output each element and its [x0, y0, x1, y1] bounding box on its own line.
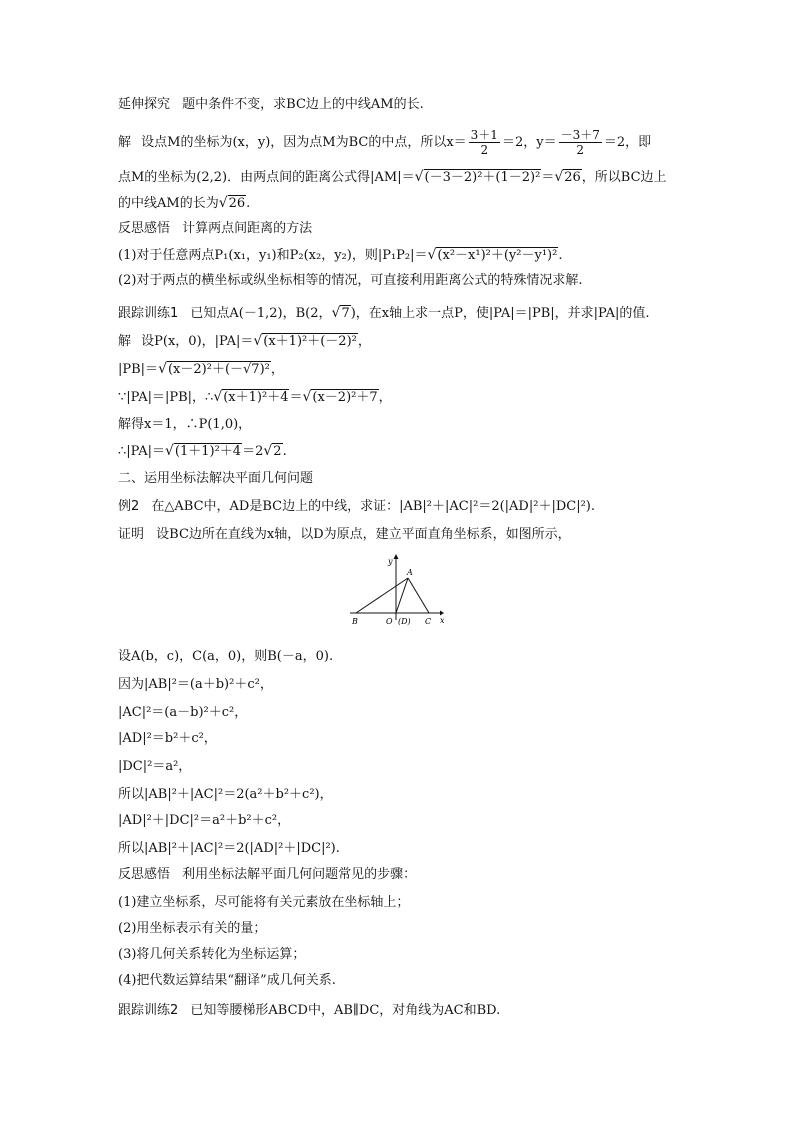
reflection2-label: 反思感悟 — [118, 867, 171, 882]
practice1-text-b: )，在x轴上求一点P，使|PA|＝|PB|，并求|PA|的值. — [350, 306, 650, 321]
y-axis-arrow-icon — [394, 554, 399, 559]
sqrt-pa-value-radicand: (1＋1)²＋4 — [174, 444, 242, 459]
derivation-line4: |AD|²＝b²＋c²， — [118, 731, 217, 746]
reflection2-step2: (2)用坐标表示有关的量； — [118, 921, 267, 936]
sqrt-26-a: √26 — [554, 169, 581, 185]
sqrt-am: √(－3－2)²＋(1－2)² — [414, 169, 541, 185]
point-b-label: B — [352, 617, 358, 626]
sqrt-7-radicand: 7 — [341, 306, 350, 321]
sqrt-pb-radicand: (x－2)²＋(－√7)² — [167, 362, 270, 377]
solution2-text-f: ＝ — [289, 390, 303, 405]
example2-line — [118, 498, 678, 516]
sqrt-pa-radicand: (x＋1)²＋(－2)² — [263, 334, 357, 349]
solution2-text-c: |PB|＝ — [118, 362, 159, 377]
derivation-line2: 因为|AB|²＝(a＋b)²＋c²， — [118, 677, 273, 692]
solution1-line2 — [118, 168, 678, 187]
point-d-label: (D) — [398, 617, 411, 626]
solution1-line1 — [118, 128, 678, 158]
practice1-label: 跟踪训练1 — [118, 306, 179, 321]
sqrt-7: √7 — [331, 305, 350, 321]
solution2-label: 解 — [118, 334, 132, 349]
example2-label: 例2 — [118, 499, 140, 514]
practice1-text-a: 已知点A(－1,2)，B(2， — [190, 306, 332, 321]
solution2-text-d: ， — [270, 362, 284, 377]
reflection2-step3: (3)将几何关系转化为坐标运算； — [118, 947, 306, 962]
sqrt-2: √2 — [263, 443, 282, 459]
sqrt-eq-right: √(x－2)²＋7 — [302, 389, 378, 405]
solution1-text-d: 点M的坐标为(2,2)．由两点间的距离公式得|AM|＝ — [118, 170, 415, 185]
fraction-y-denominator: 2 — [576, 143, 585, 157]
sqrt-distance: √(x²－x¹)²＋(y²－y¹)² — [427, 247, 558, 263]
sqrt-am-radicand: (－3－2)²＋(1－2)² — [424, 170, 541, 185]
solution2-line3 — [118, 388, 678, 407]
proof-label: 证明 — [118, 527, 145, 542]
fraction-x-numerator: 3＋1 — [470, 128, 498, 142]
reflection1-title: 计算两点间距离的方法 — [182, 221, 313, 236]
sqrt-eq-left-radicand: (x＋1)²＋4 — [223, 390, 289, 405]
solution2-text-g: ， — [378, 390, 392, 405]
point-a-label: A — [407, 568, 413, 577]
solution1-text-e: ＝ — [541, 170, 555, 185]
reflection1-item1 — [118, 246, 678, 265]
sqrt-pa: √(x＋1)²＋(－2)² — [253, 333, 357, 349]
solution2-line4: 解得x＝1，∴P(1,0)， — [118, 417, 252, 432]
solution1-text-h: . — [246, 196, 251, 211]
example2-text: 在△ABC中，AD是BC边上的中线，求证：|AB|²＋|AC|²＝2(|AD|²＋|DC|²). — [151, 499, 595, 514]
sqrt-pb: √(x－2)²＋(－√7)² — [158, 361, 270, 377]
origin-label: O — [386, 617, 393, 626]
derivation-line7: |AD|²＋|DC|²＝a²＋b²＋c²， — [118, 813, 291, 828]
solution1-text-a: 设点M的坐标为(x，y)，因为点M为BC的中点，所以x＝ — [141, 135, 467, 150]
practice2-label: 跟踪训练2 — [118, 1003, 179, 1018]
extension-line — [118, 96, 678, 114]
sqrt-2-radicand: 2 — [273, 444, 282, 459]
extension-label: 延伸探究 — [118, 97, 171, 112]
reflection1-label: 反思感悟 — [118, 221, 171, 236]
solution2-text-j: . — [282, 444, 287, 459]
solution1-text-b: ＝2，y＝ — [501, 135, 557, 150]
sqrt-26-b-radicand: 26 — [228, 196, 246, 211]
derivation-line8: 所以|AB|²＋|AC|²＝2(|AD|²＋|DC|²). — [118, 841, 340, 856]
sqrt-eq-right-radicand: (x－2)²＋7 — [312, 390, 378, 405]
derivation-line5: |DC|²＝a²， — [118, 759, 192, 774]
sqrt-pa-value: √(1＋1)²＋4 — [164, 443, 242, 459]
solution2-text-h: ∴|PA|＝ — [118, 444, 165, 459]
fraction-y — [559, 128, 602, 157]
sqrt-26-b: √26 — [218, 195, 246, 211]
reflection2-step1: (1)建立坐标系，尽可能将有关元素放在坐标轴上； — [118, 895, 410, 910]
solution2-line5 — [118, 442, 678, 461]
solution2-line2 — [118, 360, 678, 379]
solution2-text-a: 设P(x，0)，|PA|＝ — [141, 334, 254, 349]
sqrt-26-a-radicand: 26 — [564, 170, 581, 185]
derivation-line1: 设A(b，c)，C(a，0)，则B(－a，0). — [118, 649, 334, 664]
sqrt-distance-radicand: (x²－x¹)²＋(y²－y¹)² — [437, 248, 558, 263]
proof-line — [118, 526, 678, 544]
proof-text: 设BC边所在直线为x轴，以D为原点，建立平面直角坐标系，如图所示， — [156, 527, 571, 542]
median-ad — [396, 578, 408, 613]
fraction-x-denominator: 2 — [480, 143, 489, 157]
reflection2-title: 利用坐标法解平面几何问题常见的步骤： — [182, 867, 417, 882]
extension-text: 题中条件不变，求BC边上的中线AM的长. — [182, 97, 424, 112]
derivation-line6: 所以|AB|²＋|AC|²＝2(a²＋b²＋c²)， — [118, 787, 333, 802]
solution1-label: 解 — [118, 135, 132, 150]
practice2-line — [118, 1002, 678, 1020]
solution2-text-i: ＝2 — [242, 444, 264, 459]
x-axis-label: x — [440, 616, 445, 625]
solution2-text-b: ， — [357, 334, 371, 349]
side-ab — [356, 578, 408, 613]
solution1-text-g: 的中线AM的长为 — [118, 196, 219, 211]
practice2-text: 已知等腰梯形ABCD中，AB∥DC，对角线为AC和BD. — [190, 1003, 501, 1018]
solution2-text-e: ∵|PA|＝|PB|，∴ — [118, 390, 214, 405]
reflection2-step4: (4)把代数运算结果“翻译”成几何关系. — [118, 973, 336, 988]
y-axis-label: y — [388, 557, 393, 566]
solution1-text-c: ＝2，即 — [603, 135, 652, 150]
reflection1-item2: (2)对于两点的横坐标或纵坐标相等的情况，可直接利用距离公式的特殊情况求解. — [118, 273, 583, 288]
section2-heading: 二、运用坐标法解决平面几何问题 — [118, 471, 314, 486]
side-ac — [408, 578, 429, 613]
solution1-text-f: ，所以BC边上 — [581, 170, 667, 185]
practice1-line — [118, 304, 678, 323]
sqrt-eq-left: √(x＋1)²＋4 — [213, 389, 289, 405]
reflection1-item1-suffix: . — [558, 248, 563, 263]
reflection2-line — [118, 866, 678, 884]
coordinate-figure — [340, 550, 450, 630]
triangle-diagram — [340, 550, 450, 630]
fraction-y-numerator: －3＋7 — [560, 128, 600, 142]
fraction-x — [469, 128, 500, 157]
solution2-line1 — [118, 332, 678, 351]
reflection1-item1-text: (1)对于任意两点P₁(x₁，y₁)和P₂(x₂，y₂)，则|P₁P₂|＝ — [118, 248, 428, 263]
x-axis-arrow-icon — [440, 611, 444, 616]
solution1-line3 — [118, 194, 678, 213]
point-c-label: C — [425, 617, 432, 626]
derivation-line3: |AC|²＝(a－b)²＋c²， — [118, 705, 248, 720]
reflection1-line — [118, 220, 678, 238]
